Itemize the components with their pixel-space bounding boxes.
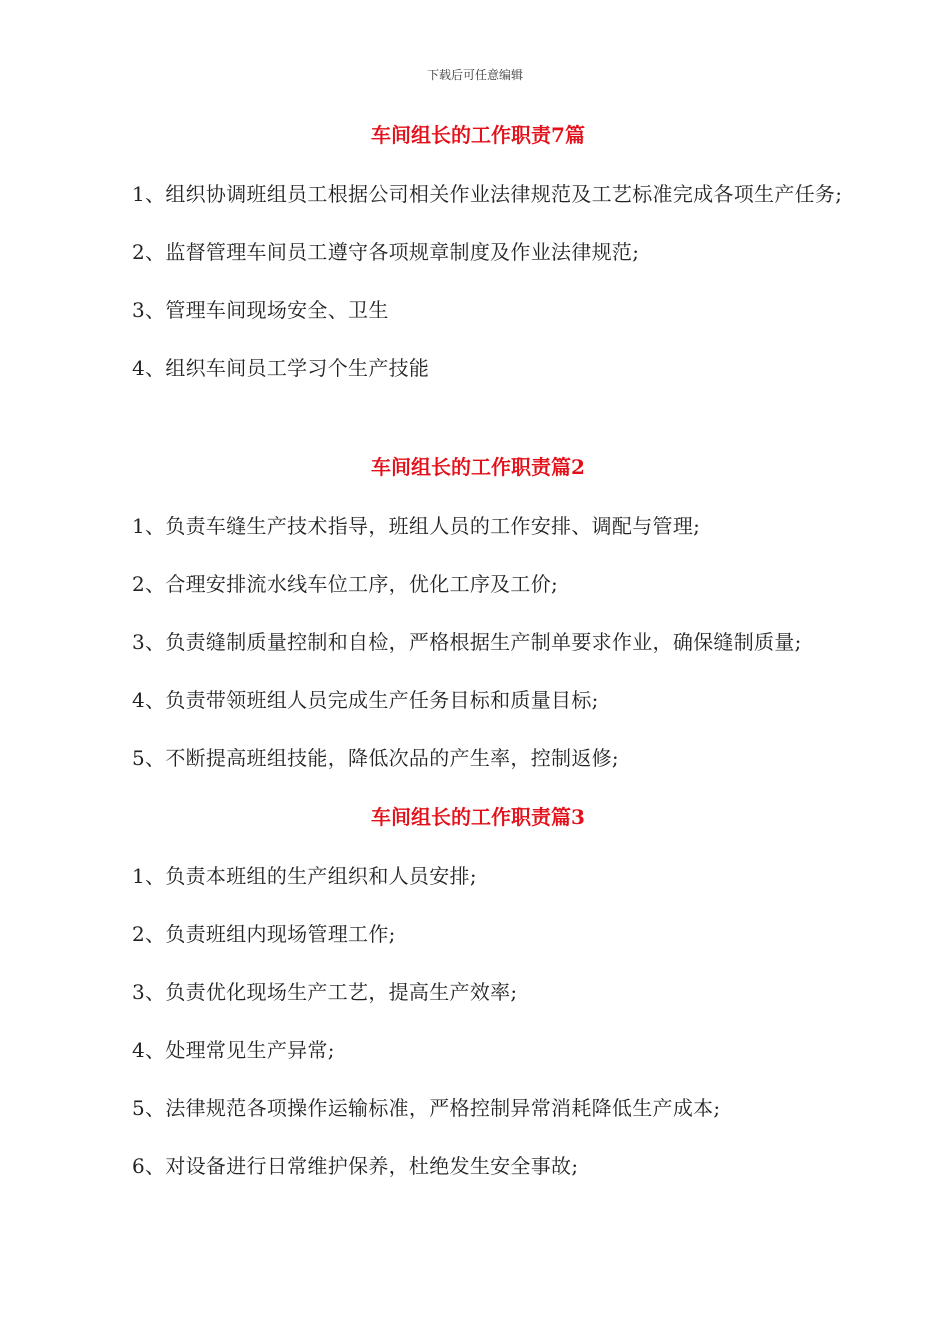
list-item: 1、负责本班组的生产组织和人员安排; [132,864,477,888]
list-item: 4、处理常见生产异常; [132,1038,335,1062]
list-item: 2、负责班组内现场管理工作; [132,922,396,946]
section-1 [88,118,868,388]
section-title: 车间组长的工作职责7篇 [371,123,585,147]
section-title: 车间组长的工作职责篇2 [371,455,585,479]
list-item: 1、负责车缝生产技术指导，班组人员的工作安排、调配与管理; [132,514,701,538]
list-item: 5、不断提高班组技能，降低次品的产生率，控制返修; [132,746,619,770]
item-list [88,856,868,1186]
list-item: 1、组织协调班组员工根据公司相关作业法律规范及工艺标准完成各项生产任务; [132,182,843,206]
list-item: 4、组织车间员工学习个生产技能 [132,356,430,380]
list-item: 6、对设备进行日常维护保养，杜绝发生安全事故; [132,1154,579,1178]
list-item: 5、法律规范各项操作运输标准，严格控制异常消耗降低生产成本; [132,1096,721,1120]
header-note: 下载后可任意编辑 [426,68,523,82]
list-item: 3、负责缝制质量控制和自检，严格根据生产制单要求作业，确保缝制质量; [132,630,802,654]
section-title: 车间组长的工作职责篇3 [371,805,585,829]
list-item: 3、管理车间现场安全、卫生 [132,298,389,322]
list-item: 4、负责带领班组人员完成生产任务目标和质量目标; [132,688,599,712]
section-3 [88,800,868,1186]
list-item: 3、负责优化现场生产工艺，提高生产效率; [132,980,518,1004]
item-list [88,506,868,778]
list-item: 2、合理安排流水线车位工序，优化工序及工价; [132,572,559,596]
item-list [88,174,868,388]
section-2 [88,450,868,778]
list-item: 2、监督管理车间员工遵守各项规章制度及作业法律规范; [132,240,640,264]
